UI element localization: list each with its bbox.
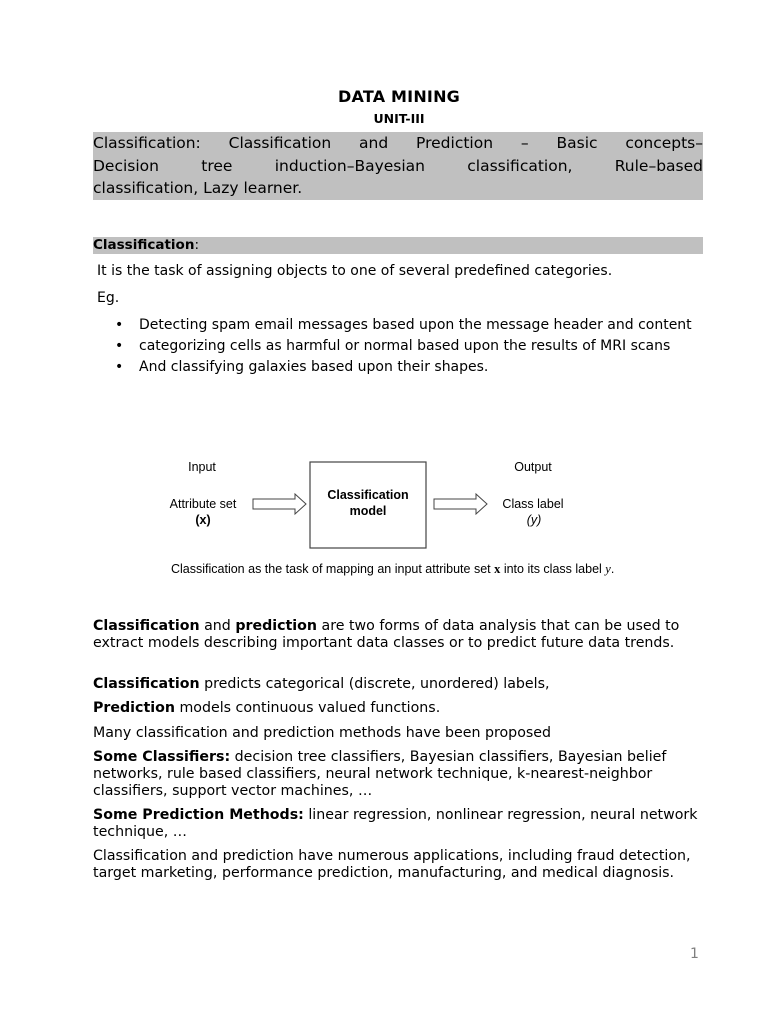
p3-bold: Prediction <box>93 700 175 716</box>
list-item <box>100 337 700 355</box>
paragraph-1 <box>93 618 703 652</box>
eg-label: Eg. <box>97 290 120 306</box>
list-item-text: Detecting spam email messages based upon the message header and content <box>139 317 692 333</box>
model-label-1: Classification <box>327 488 409 502</box>
p6-text: linear regression, nonlinear regression, neural network technique, … <box>93 807 698 840</box>
class-label: Class label <box>502 497 564 511</box>
paragraph-2 <box>93 676 703 693</box>
list-item-text: categorizing cells as harmful or normal based upon the results of MRI scans <box>139 338 671 354</box>
list-item <box>100 316 700 334</box>
list-item <box>100 358 700 376</box>
input-label: Input <box>188 460 216 474</box>
topics-line-3: classification, Lazy learner. <box>93 179 303 197</box>
document-title: DATA MINING <box>338 87 460 106</box>
classification-diagram <box>160 452 650 592</box>
figure-caption <box>171 562 614 576</box>
page-number: 1 <box>690 946 699 962</box>
caption-x: x <box>494 562 501 576</box>
paragraph-5 <box>93 749 703 800</box>
classification-figure <box>160 452 650 592</box>
list-item-text: And classifying galaxies based upon their shapes. <box>139 359 489 375</box>
p5-text: decision tree classifiers, Bayesian classifiers, Bayesian belief networks, rule based classifiers, neural network technique, k-nearest-neighbor classifiers, support vector machines, … <box>93 749 667 799</box>
input-arrow-icon <box>253 494 306 514</box>
section-heading <box>93 237 703 254</box>
p1-text-2: are two forms of data analysis that can be used to extract models describing important data classes or to predict future data trends. <box>93 618 680 651</box>
attribute-var: (x) <box>195 513 211 527</box>
p1-bold-2: prediction <box>235 618 318 634</box>
topics-line-2: Decision tree induction–Bayesian classification, Rule–based <box>93 156 703 175</box>
topics-banner <box>93 132 703 200</box>
class-var: (y) <box>526 513 542 527</box>
output-label: Output <box>514 460 552 474</box>
bullet-icon: • <box>115 359 124 375</box>
topics-line-1: Classification: Classification and Prediction – Basic concepts– <box>93 134 703 152</box>
examples-list <box>100 316 700 379</box>
paragraph-4: Many classification and prediction methods have been proposed <box>93 725 551 741</box>
p3-text: models continuous valued functions. <box>174 700 441 716</box>
paragraph-6 <box>93 807 703 841</box>
paragraph-7: Classification and prediction have numerous applications, including fraud detection, target marketing, performance prediction, manufacturing, and medical diagnosis. <box>93 848 691 881</box>
caption-end: . <box>610 562 615 576</box>
definition-text: It is the task of assigning objects to one of several predefined categories. <box>97 263 613 279</box>
attribute-set-label: Attribute set <box>169 497 237 511</box>
bullet-icon: • <box>115 338 124 354</box>
p6-bold: Some Prediction Methods: <box>93 807 304 823</box>
unit-label: UNIT-III <box>373 111 425 126</box>
caption-part-2: into its class label <box>500 562 606 576</box>
p5-bold: Some Classifiers: <box>93 749 231 765</box>
caption-part-1: Classification as the task of mapping an input attribute set <box>171 562 495 576</box>
section-heading-colon: : <box>194 237 199 253</box>
bullet-icon: • <box>115 317 124 333</box>
model-label-2: model <box>349 504 387 518</box>
p1-text-1: and <box>199 618 236 634</box>
paragraph-3 <box>93 700 703 717</box>
p1-bold-1: Classification <box>93 618 200 634</box>
caption-y: y <box>605 562 611 576</box>
output-arrow-icon <box>434 494 487 514</box>
p2-bold: Classification <box>93 676 200 692</box>
p2-text: predicts categorical (discrete, unordered) labels, <box>199 676 550 692</box>
section-heading-text: Classification <box>93 237 195 253</box>
